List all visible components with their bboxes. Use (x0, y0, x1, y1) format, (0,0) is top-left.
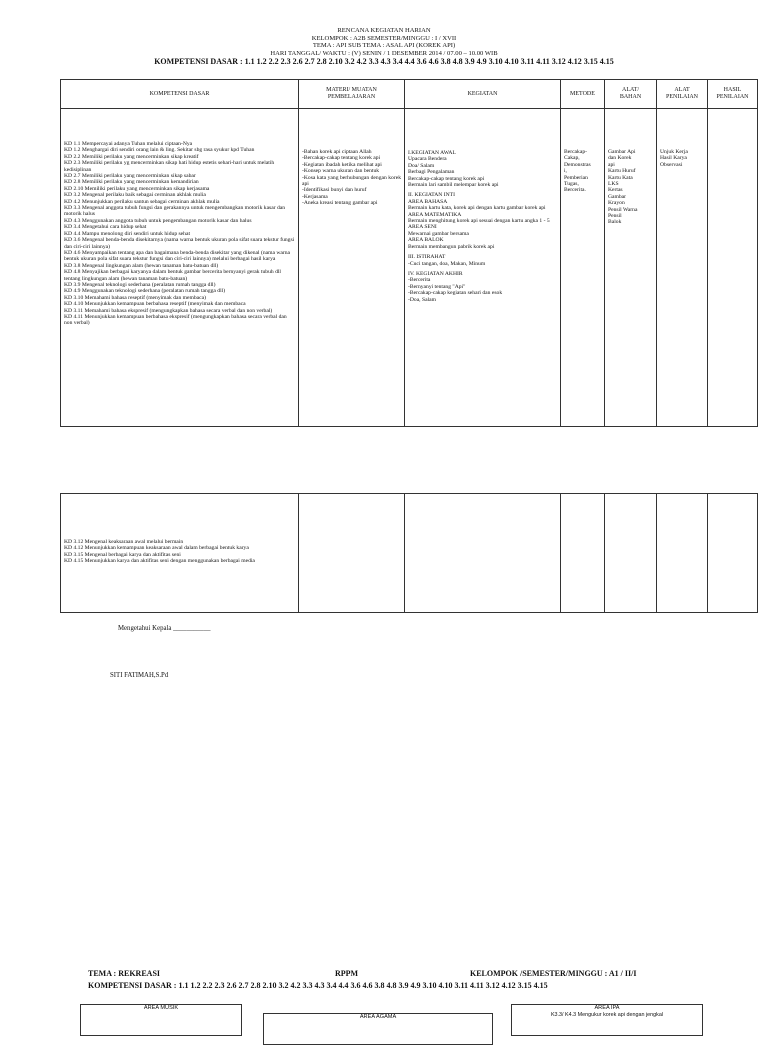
table-continued-row (61, 494, 758, 613)
materi-item: -Konsep warna ukuran dan bentuk (302, 168, 380, 175)
metode-item: Pemberian (564, 174, 588, 181)
col-header-materi-line2: PEMBELAJARAN (327, 94, 376, 100)
kegiatan-item: Berbagi Pengalaman (408, 169, 455, 176)
kompetensi-item: KD 2.8 Memiliki perilaku yang mencerminkan kemandirian (64, 179, 199, 186)
kompetensi-item: KD 3.15 Mengenal berbagai karya dan aktifitas seni (64, 551, 181, 558)
kompetensi-cell-2 (61, 494, 299, 613)
kegiatan-item: I.KEGIATAN AWAL (408, 150, 456, 156)
kompetensi-item: KD 4.10 Menunjukkan kemampuan berbahasa reseptif (menyimak dan membaca (64, 301, 246, 308)
kegiatan-item: -Bercerita (408, 277, 431, 284)
metode-cell-2 (561, 494, 605, 613)
col-header-materi-line1: MATERI/ MUATAN (326, 87, 377, 93)
alat-cell (605, 109, 657, 427)
kompetensi-item: KD 4.15 Menunjukkan karya dan aktifitas seni dengan menggunakan berbagai media (64, 558, 255, 565)
alat-item: api (608, 161, 615, 168)
rkh-table-continued (60, 493, 758, 613)
materi-item: -Kegiatan ibadah ketika melihat api (302, 161, 382, 168)
hasil-cell-2 (708, 494, 758, 613)
kegiatan-item: AREA BAHASA (408, 198, 448, 205)
col-header-hasil-line1: HASIL (723, 87, 742, 93)
col-header-penilaian-line2: PENILAIAN (666, 94, 698, 100)
alat-cell-2 (605, 494, 657, 613)
metode-item: Bercakap- (564, 149, 587, 155)
kompetensi-item: KD 4.11 Menunjukkan kemampuan berbahasa ekspresif (mengungkapkan bahasa secara verbal dan non verbal) (64, 313, 287, 327)
kegiatan-item: -Bercakap-cakap kegiatan sehari dan esok (408, 290, 503, 297)
materi-item: -Kerjasama (302, 193, 328, 200)
kompetensi-item: KD 4.2 Menunjukkan perilaku santun sebagai cerminan akhlak mulia (64, 198, 220, 205)
signatory-name: SITI FATIMAH,S.Pd (110, 672, 169, 679)
kompetensi-item: KD 4.6 Menyampaikan tentang apa dan bagaimana benda-benda disekitar yang dikenal (nama warna bentuk ukuran pola sifat suara tekstur fungsi dan ciri-ciri lainnya) melalui berbagai hasil karya (64, 249, 290, 263)
kompetensi-item: KD 3.11 Memahami bahasa ekspresif (mengungkapkan bahasa secara verbal dan non verbal) (64, 307, 273, 314)
col-header-metode: METODE (561, 80, 605, 109)
kegiatan-item: AREA MATEMATIKA (408, 211, 462, 218)
kompetensi-list-2 (64, 539, 295, 565)
col-header-penilaian-line1: ALAT (674, 87, 690, 93)
kompetensi-item: KD 3.8 Mengenal lingkungan alam (hewan tanaman batu-batuan dll) (64, 262, 219, 269)
kompetensi-item: KD 2.7 Memiliki perilaku yang mencerminkan sikap sabar (64, 173, 196, 180)
col-header-kegiatan: KEGIATAN (405, 80, 561, 109)
metode-item: Cakap, (564, 155, 580, 162)
kompetensi-item: KD 3.12 Mengenal keaksaraan awal melalui bermain (64, 539, 184, 545)
kompetensi-item: KD 3.6 Mengenal benda-benda disekitarnya (nama warna bentuk ukuran pola sifat suara tekstur fungsi dan ciri-ciri lainnya) (64, 237, 295, 250)
alat-item: LKS (608, 181, 619, 188)
alat-item: Gambar Api (608, 149, 636, 155)
materi-item: -Aneka kreasi tentang gambar api (302, 200, 378, 207)
doc-tema: TEMA : API SUB TEMA : ASAL API (KOREK API) (312, 42, 456, 50)
kegiatan-item: Upacara Bendera (408, 156, 447, 163)
alat-item: Kertas (608, 187, 623, 194)
area-ipa-title: AREA IPA (594, 1005, 620, 1011)
kegiatan-item: Doa/ Salam (408, 162, 435, 169)
kompetensi-item: KD 4.9 Menggunakan teknologi sederhana (peralatan rumah tangga dll) (64, 288, 226, 295)
col-header-alat-line1: ALAT/ (622, 87, 639, 93)
alat-item: Kartu Huruf (608, 168, 636, 175)
area-musik-title: AREA MUSIK (143, 1005, 179, 1011)
footer-rppm: RPPM (335, 969, 359, 978)
kompetensi-item: KD 2.10 Memiliki perilaku yang mencerminkan sikap kerjasama (64, 185, 210, 192)
col-header-kompetensi: KOMPETENSI DASAR (61, 80, 299, 109)
document-header (0, 27, 768, 66)
materi-item: -Bercakap-cakap tentang korek api (302, 155, 381, 162)
footer-tema: TEMA : REKREASI (88, 969, 161, 978)
col-header-penilaian (657, 80, 708, 109)
metode-cell (561, 109, 605, 427)
footer-kelompok: KELOMPOK /SEMESTER/MINGGU : A1 / II/I (470, 969, 637, 978)
kegiatan-item: AREA BALOK (408, 237, 444, 244)
penilaian-cell (657, 109, 708, 427)
kegiatan-item: II. KEGIATAN INTI (408, 192, 455, 199)
kompetensi-item: KD 1.1 Mempercayai adanya Tuhan melalui ciptaan-Nya (64, 141, 193, 147)
metode-item: Bercerita. (564, 187, 586, 194)
rkh-table (60, 79, 758, 427)
metode-list (564, 149, 601, 194)
kegiatan-item: AREA SENI (408, 224, 437, 231)
kompetensi-item: KD 1.2 Menghargai diri sendiri orang lain & ling. Sekitar sbg rasa syukur kpd Tuhan (64, 147, 255, 154)
col-header-hasil-line2: PENILAIAN (716, 94, 749, 100)
doc-kelompok: KELOMPOK : A2B SEMESTER/MINGGU : I / XVII (311, 34, 457, 42)
materi-cell (299, 109, 405, 427)
kompetensi-cell (61, 109, 299, 427)
col-header-hasil (708, 80, 758, 109)
metode-item: i, (564, 168, 567, 175)
kegiatan-item: Bermain lari sambil melempar korek api (408, 182, 499, 189)
penilaian-item: Unjuk Kerja (660, 149, 688, 155)
kegiatan-cell (405, 109, 561, 427)
alat-item: Pensil (608, 213, 622, 220)
materi-cell-2 (299, 494, 405, 613)
alat-list (608, 149, 653, 226)
kegiatan-item: IV. KEGIATAN AKHIR (408, 270, 463, 277)
footer-kompetensi: KOMPETENSI DASAR : 1.1 1.2 2.2 2.3 2.6 2.7 2.8 2.10 3.2 4.2 3.3 4.3 3.4 4.4 3.6 4.6 3.8 4.8 3.9 4.9 3.10 4.10 3.11 4.11 3.12 4.12 3.15 4.15 (88, 981, 548, 990)
metode-item: Demonstras (564, 161, 591, 168)
materi-item: -Kosa kata yang berhubungan dengan korek api (302, 174, 401, 188)
kegiatan-item: Bercakap-cakap tentang korek api (408, 175, 485, 182)
table-header-row (61, 80, 758, 109)
kegiatan-item: -Bernyanyi tentang "Api" (408, 283, 466, 290)
col-header-alat (605, 80, 657, 109)
kegiatan-item: -Doa, Salam (408, 296, 436, 303)
kompetensi-item: KD 2.3 Memiliki perilaku yg mencerminkan sikap hati hidup estetis sehari-hari untuk melatih kedisiplinan (64, 160, 275, 173)
doc-title: RENCANA KEGIATAN HARIAN (337, 27, 431, 34)
kegiatan-list (408, 150, 557, 303)
alat-item: Krayon (608, 200, 625, 207)
doc-hari-tanggal: HARI TANGGAL/ WAKTU : (V) SENIN / 1 DESEMBER 2014 / 07.00 – 10.00 WIB (270, 49, 498, 57)
metode-item: Tugas, (564, 181, 579, 188)
doc-kompetensi-dasar: KOMPETENSI DASAR : 1.1 1.2 2.2 2.3 2.6 2.7 2.8 2.10 3.2 4.2 3.3 4.3 3.4 4.4 3.6 4.6 3.8 4.8 3.9 4.9 3.10 4.10 3.11 4.11 3.12 4.12 3.15 4.15 (154, 57, 614, 67)
kompetensi-item: KD 3.9 Mengenal teknologi sederhana (peralatan rumah tangga dll) (64, 281, 216, 288)
kompetensi-item: KD 4.3 Menggunakan anggota tubuh untuk pengembangan motorik kasar dan halus (64, 217, 252, 224)
alat-item: Pensil Warna (608, 206, 638, 213)
kompetensi-item: KD 3.3 Mengenal anggota tubuh fungsi dan gerakannya untuk mengembangkan motorik kasar dan motorik halus (64, 205, 286, 218)
penilaian-item: Hasil Karya (660, 155, 687, 162)
area-ipa-subtitle: K3.3/ K4.3 Mengukur korek api dengan jengkal (550, 1012, 664, 1018)
penilaian-list (660, 149, 704, 168)
kegiatan-item: -Cuci tangan, doa, Makan, Minum (408, 260, 486, 267)
kompetensi-item: KD 3.2 Mengenal perilaku baik sebagai cerminan akhlak mulia (64, 192, 206, 199)
area-agama-title: AREA AGAMA (359, 1014, 397, 1020)
table-body-row (61, 109, 758, 427)
penilaian-cell-2 (657, 494, 708, 613)
hasil-cell (708, 109, 758, 427)
mengetahui-kepala: Mengetahui Kepala ___________ (118, 625, 211, 632)
alat-item: Gambar (608, 193, 627, 200)
alat-item: Balok (608, 219, 622, 226)
kompetensi-item: KD 3.10 Memahami bahasa reseptif (menyimak dan membaca) (64, 294, 206, 301)
col-header-materi (299, 80, 405, 109)
area-ipa-box (511, 1004, 703, 1036)
kompetensi-item: KD 2.2 Memiliki perilaku yang mencerminkan sikap kreatif (64, 153, 199, 160)
col-header-alat-line2: BAHAN (619, 94, 642, 100)
materi-item: -Bahan korek api ciptaan Allah (302, 149, 372, 155)
alat-item: dan Korek (608, 155, 632, 162)
kegiatan-cell-2 (405, 494, 561, 613)
kegiatan-item: III. ISTIRAHAT (408, 254, 446, 261)
area-agama-box (263, 1013, 493, 1045)
kompetensi-item: KD 4.12 Menunjukkan kemampuan keaksaraan awal dalam berbagai bentuk karya (64, 545, 249, 552)
kegiatan-item: Bermain menghitung korek api sesuai dengan kartu angka 1 - 5 (408, 218, 550, 225)
materi-list (302, 149, 401, 207)
area-musik-box (80, 1004, 242, 1036)
penilaian-item: Observasi (660, 161, 683, 168)
kompetensi-item: KD 4.4 Mampu menolong diri sendiri untuk hidup sehat (64, 230, 191, 237)
kegiatan-item: Bermain membangun pabrik korek api (408, 243, 495, 250)
kegiatan-item: Mewarnai gambar bersama (408, 230, 469, 237)
kompetensi-item: KD 4.8 Menyajikan berbagai karyanya dalam bentuk gambar bercerita bernyanyi gerak tubuh dll tentang lingkungan alam (hewan tanaman batu-batuan) (64, 269, 281, 282)
kompetensi-item: KD 3.4 Mengetahui cara hidup sehat (64, 224, 147, 231)
kompetensi-list (64, 141, 295, 327)
alat-item: Kartu Kata (608, 174, 633, 181)
kegiatan-item: Bermain kartu kata, korek api dengan kartu gambar korek api (408, 205, 546, 212)
materi-item: -Identifikasi bunyi dan huruf (302, 187, 367, 194)
